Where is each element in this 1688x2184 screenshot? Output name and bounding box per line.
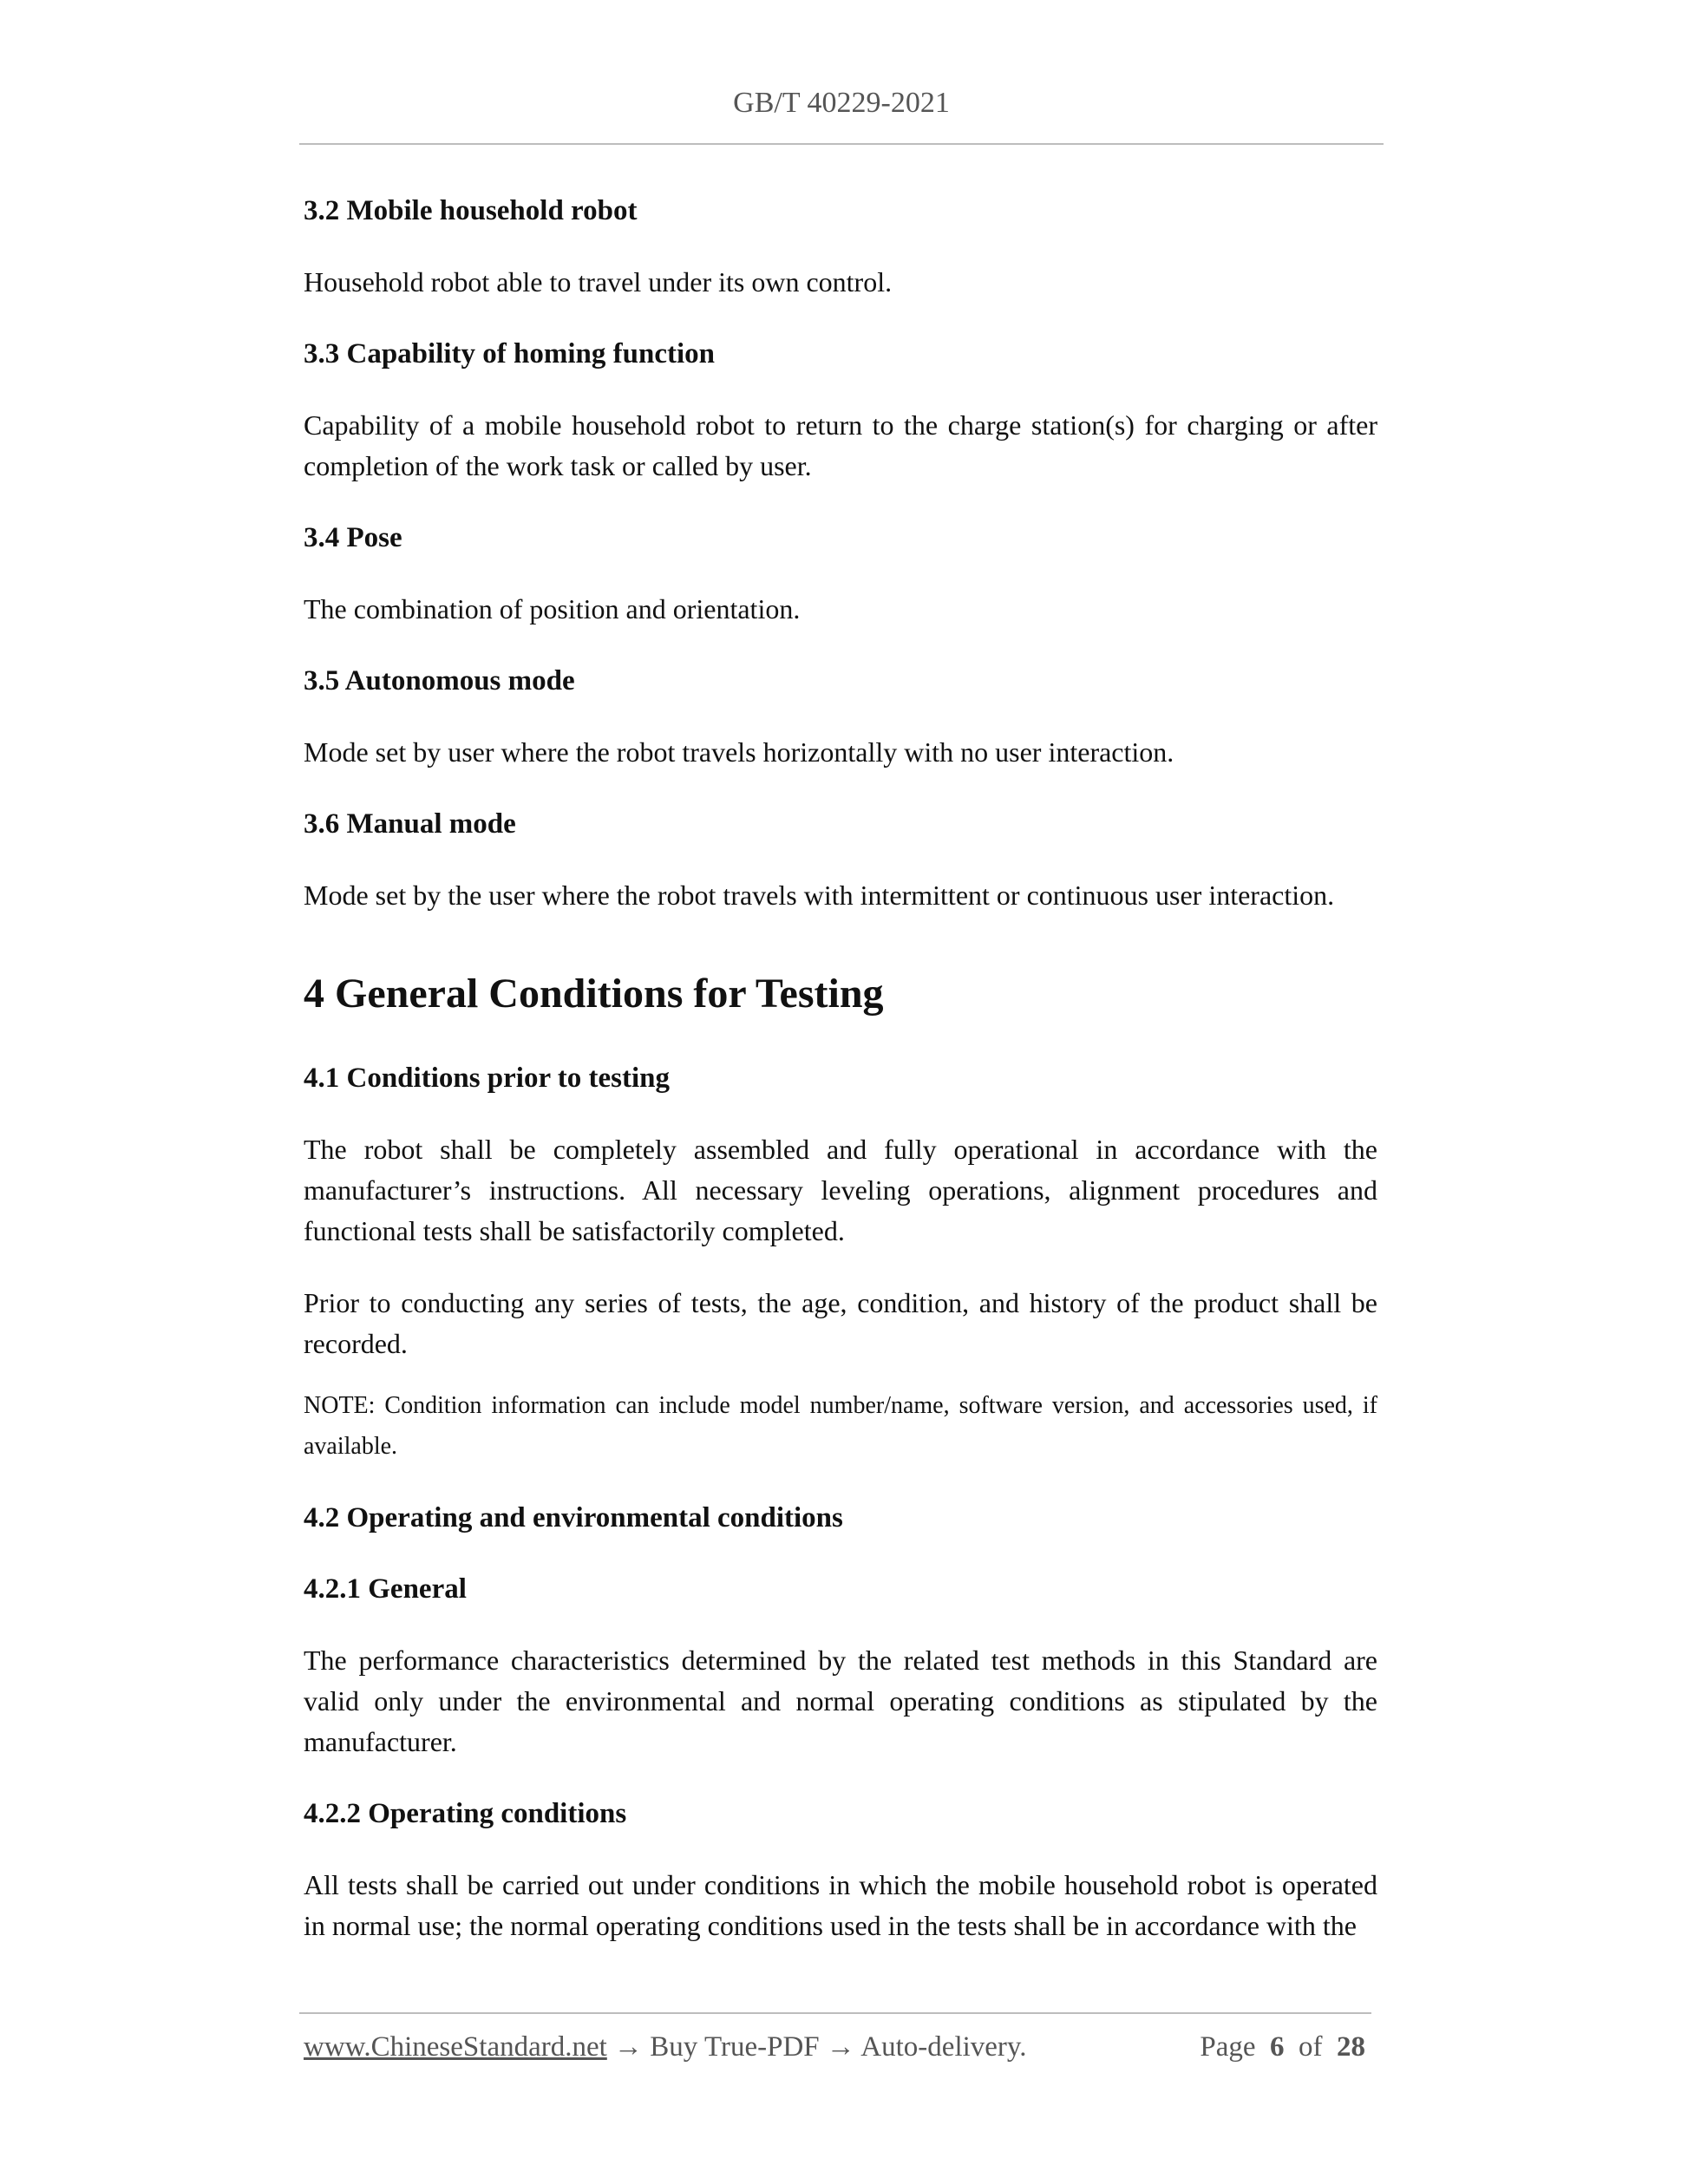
section-3-3-text: Capability of a mobile household robot to return to the charge station(s) for charging or after completion of the work task or called by user. bbox=[304, 409, 1377, 481]
footer-promo bbox=[304, 2031, 1027, 2063]
section-3-3-heading: 3.3 Capability of homing function bbox=[304, 338, 715, 369]
section-3-6-heading: 3.6 Manual mode bbox=[304, 808, 516, 840]
page-header: GB/T 40229-2021 bbox=[733, 87, 950, 119]
page-content bbox=[304, 191, 1377, 1946]
section-3-2-text: Household robot able to travel under its own control. bbox=[304, 266, 893, 298]
header-divider bbox=[299, 143, 1384, 145]
section-4-1-note: NOTE: Condition information can include model number/name, software version, and accessories used, if available. bbox=[304, 1392, 1377, 1460]
section-4-1-text-1: The robot shall be completely assembled and fully operational in accordance with the manufacturer’s instructions. All necessary leveling operations, alignment procedures and functional tests shall be satisfactorily completed. bbox=[304, 1134, 1377, 1246]
page-indicator bbox=[1200, 2031, 1365, 2063]
page-footer bbox=[304, 2031, 1371, 2070]
section-4-1-heading: 4.1 Conditions prior to testing bbox=[304, 1063, 671, 1094]
section-3-4-text: The combination of position and orientation. bbox=[304, 593, 801, 624]
section-3-6-text: Mode set by the user where the robot travels with intermittent or continuous user interaction. bbox=[304, 879, 1335, 911]
section-3-5-text: Mode set by user where the robot travels horizontally with no user interaction. bbox=[304, 736, 1174, 768]
page-number: 6 bbox=[1270, 2031, 1285, 2063]
website-link[interactable]: www.ChineseStandard.net bbox=[304, 2031, 607, 2063]
total-pages: 28 bbox=[1337, 2031, 1365, 2063]
section-4-2-1-text: The performance characteristics determined by the related test methods in this Standard are valid only under the environmental and normal operating conditions as stipulated by the manufacturer. bbox=[304, 1645, 1377, 1757]
section-4-2-heading: 4.2 Operating and environmental conditions bbox=[304, 1502, 843, 1533]
section-4-1-text-2: Prior to conducting any series of tests, the age, condition, and history of the product shall be recorded. bbox=[304, 1287, 1377, 1359]
of-label: of bbox=[1299, 2031, 1323, 2063]
footer-divider bbox=[299, 2012, 1371, 2014]
section-4-2-1-heading: 4.2.1 General bbox=[304, 1573, 467, 1605]
section-4-2-2-heading: 4.2.2 Operating conditions bbox=[304, 1798, 627, 1829]
section-4-2-2-text: All tests shall be carried out under conditions in which the mobile household robot is operated in normal use; the normal operating conditions used in the tests shall be in accordance with the bbox=[304, 1869, 1377, 1941]
section-3-2-heading: 3.2 Mobile household robot bbox=[304, 195, 638, 226]
page-label: Page bbox=[1200, 2031, 1256, 2063]
section-4-heading: 4 General Conditions for Testing bbox=[304, 971, 884, 1017]
footer-promo-text: → Buy True-PDF → Auto-delivery. bbox=[606, 2031, 1027, 2063]
section-3-4-heading: 3.4 Pose bbox=[304, 522, 402, 553]
section-3-5-heading: 3.5 Autonomous mode bbox=[304, 665, 575, 696]
